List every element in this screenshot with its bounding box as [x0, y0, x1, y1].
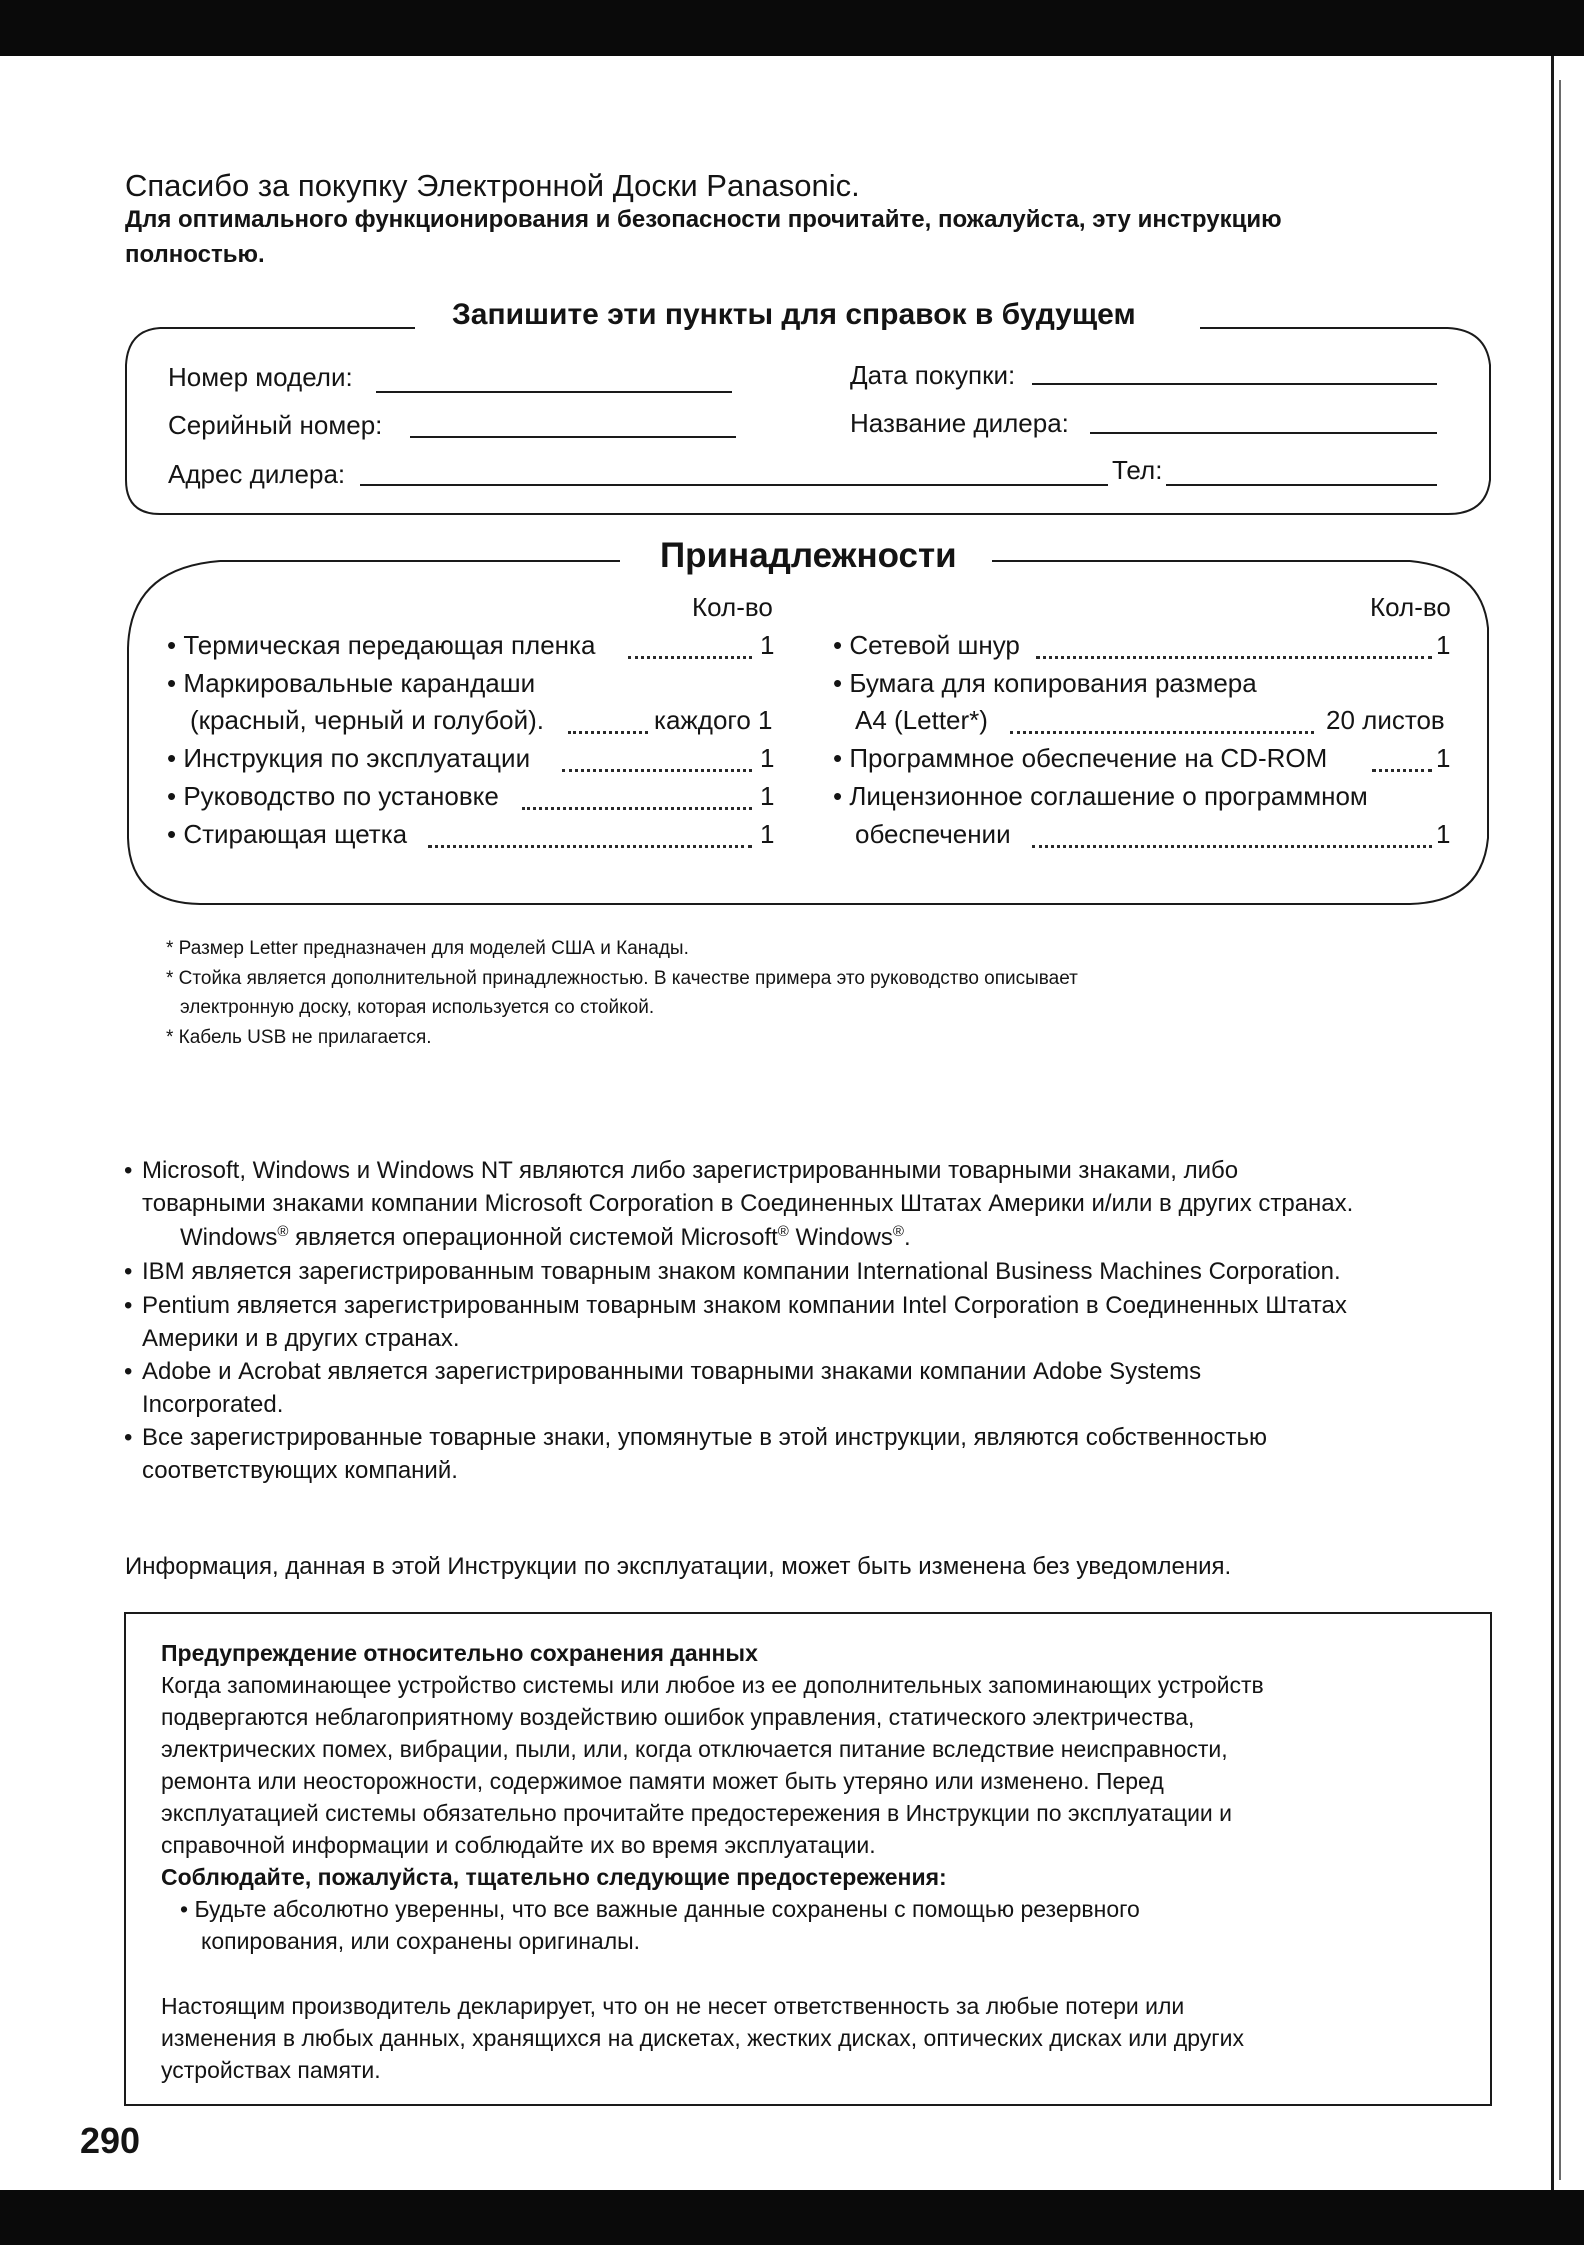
qty-header-left: Кол-во: [692, 592, 773, 622]
accessory-right-5: обеспечении: [855, 819, 1011, 849]
warning-text-line: справочной информации и соблюдайте их во время эксплуатации.: [161, 1832, 876, 1858]
accessory-left-2-qty: каждого 1: [654, 705, 773, 735]
bullet: •: [124, 1157, 133, 1184]
warning-bullet: • Будьте абсолютно уверенны, что все важные данные сохранены с помощью резервного: [180, 1896, 1140, 1922]
disclaimer-line: устройствах памяти.: [161, 2057, 381, 2083]
leader-dots: [1372, 769, 1432, 772]
accessory-left-4: • Руководство по установке: [167, 781, 499, 811]
intro-thanks: Спасибо за покупку Электронной Доски Panasonic.: [125, 168, 860, 203]
records-title: Запишите эти пункты для справок в будущем: [440, 298, 1148, 332]
accessory-right-3-qty: 1: [1436, 743, 1451, 773]
bullet: •: [124, 1358, 133, 1385]
warning-title: Предупреждение относительно сохранения данных: [161, 1640, 758, 1666]
serial-field-line: [410, 436, 736, 438]
tm-pentium: Pentium является зарегистрированным товарным знаком компании Intel Corporation в Соединенных Штатах: [142, 1292, 1347, 1319]
note-stand-cont: электронную доску, которая используется со стойкой.: [180, 997, 655, 1018]
intro-instruction-cont: полностью.: [125, 241, 265, 268]
warning-text-line: эксплуатацией системы обязательно прочитайте предостережения в Инструкции по эксплуатации и: [161, 1800, 1233, 1826]
accessory-left-3: • Инструкция по эксплуатации: [167, 743, 531, 773]
note-usb: * Кабель USB не прилагается.: [166, 1027, 432, 1048]
purchase-date-label: Дата покупки:: [850, 360, 1016, 390]
accessory-right-4: • Лицензионное соглашение о программном: [833, 781, 1368, 811]
accessory-left-2: (красный, черный и голубой).: [190, 705, 544, 735]
accessory-right-5-qty: 1: [1436, 819, 1451, 849]
accessory-left-0: • Термическая передающая пленка: [167, 630, 596, 660]
leader-dots: [1036, 656, 1432, 659]
tm-microsoft-cont: товарными знаками компании Microsoft Corporation в Соединенных Штатах Америки и/или в других странах.: [142, 1190, 1354, 1217]
accessory-left-1: • Маркировальные карандаши: [167, 668, 536, 698]
serial-label: Серийный номер:: [168, 410, 383, 440]
leader-dots: [522, 807, 752, 810]
disclaimer-line: Настоящим производитель декларирует, что он не несет ответственность за любые потери или: [161, 1993, 1185, 2019]
leader-dots: [568, 731, 648, 734]
tm-adobe-cont: Incorporated.: [142, 1391, 284, 1418]
warning-text-line: электрических помех, вибрации, пыли, или, когда отключается питание вследствие неисправности,: [161, 1736, 1228, 1762]
dealer-name-field-line: [1090, 432, 1437, 434]
tm-pentium-cont: Америки и в других странах.: [142, 1325, 460, 1352]
model-label: Номер модели:: [168, 362, 353, 392]
dealer-address-field-line: [360, 484, 1437, 486]
scan-top-border: [0, 0, 1584, 56]
accessory-right-0-qty: 1: [1436, 630, 1451, 660]
phone-label: Тел:: [1108, 455, 1166, 486]
tm-ibm: IBM является зарегистрированным товарным знаком компании International Business Machines Corporation.: [142, 1258, 1341, 1285]
leader-dots: [628, 656, 752, 659]
tm-windows-os: Windows® является операционной системой Microsoft® Windows®.: [180, 1223, 911, 1251]
accessory-left-3-qty: 1: [760, 743, 775, 773]
note-letter-size: * Размер Letter предназначен для моделей США и Канады.: [166, 938, 689, 959]
leader-dots: [428, 845, 752, 848]
accessory-right-3: • Программное обеспечение на CD-ROM: [833, 743, 1328, 773]
accessory-right-2-qty: 20 листов: [1326, 705, 1445, 735]
accessory-left-5-qty: 1: [760, 819, 775, 849]
scan-right-edge-line: [1551, 56, 1554, 2190]
warning-text-line: ремонта или неосторожности, содержимое памяти может быть утеряно или изменено. Перед: [161, 1768, 1164, 1794]
bullet: •: [124, 1424, 133, 1451]
bullet: •: [124, 1292, 133, 1319]
warning-bullet-cont: копирования, или сохранены оригиналы.: [201, 1928, 641, 1954]
accessory-left-4-qty: 1: [760, 781, 775, 811]
tm-all: Все зарегистрированные товарные знаки, упомянутые в этой инструкции, являются собственностью: [142, 1424, 1267, 1451]
warning-text-line: подвергаются неблагоприятному воздействию ошибок управления, статического электричества,: [161, 1704, 1195, 1730]
model-field-line: [376, 391, 732, 393]
qty-header-right: Кол-во: [1370, 592, 1451, 622]
accessory-left-5: • Стирающая щетка: [167, 819, 408, 849]
scan-right-edge-line-inner: [1559, 80, 1561, 2180]
dealer-address-label: Адрес дилера:: [168, 459, 346, 489]
leader-dots: [1010, 731, 1314, 734]
tm-adobe: Adobe и Acrobat является зарегистрированными товарными знаками компании Adobe Systems: [142, 1358, 1202, 1385]
purchase-date-field-line: [1032, 383, 1437, 385]
accessory-right-2: A4 (Letter*): [855, 705, 988, 735]
tm-microsoft: Microsoft, Windows и Windows NT являются либо зарегистрированными товарными знаками, либо: [142, 1157, 1239, 1184]
accessory-right-1: • Бумага для копирования размера: [833, 668, 1257, 698]
scan-bottom-border: [0, 2190, 1584, 2245]
warning-text-line: Когда запоминающее устройство системы или любое из ее дополнительных запоминающих устройств: [161, 1672, 1264, 1698]
leader-dots: [1032, 845, 1432, 848]
disclaimer-line: изменения в любых данных, хранящихся на дискетах, жестких дисках, оптических дисках или других: [161, 2025, 1244, 2051]
tm-all-cont: соответствующих компаний.: [142, 1457, 458, 1484]
bullet: •: [124, 1258, 133, 1285]
intro-instruction: Для оптимального функционирования и безопасности прочитайте, пожалуйста, эту инструкцию: [125, 206, 1282, 233]
dealer-name-label: Название дилера:: [850, 408, 1069, 438]
info-notice: Информация, данная в этой Инструкции по эксплуатации, может быть изменена без уведомления.: [125, 1553, 1232, 1580]
accessories-title: Принадлежности: [648, 536, 969, 576]
leader-dots: [562, 769, 752, 772]
accessory-right-0: • Сетевой шнур: [833, 630, 1020, 660]
page-number: 290: [80, 2120, 141, 2161]
accessory-left-0-qty: 1: [760, 630, 775, 660]
note-stand: * Стойка является дополнительной принадлежностью. В качестве примера это руководство описывает: [166, 968, 1078, 989]
warning-subtitle: Соблюдайте, пожалуйста, тщательно следующие предостережения:: [161, 1864, 947, 1890]
